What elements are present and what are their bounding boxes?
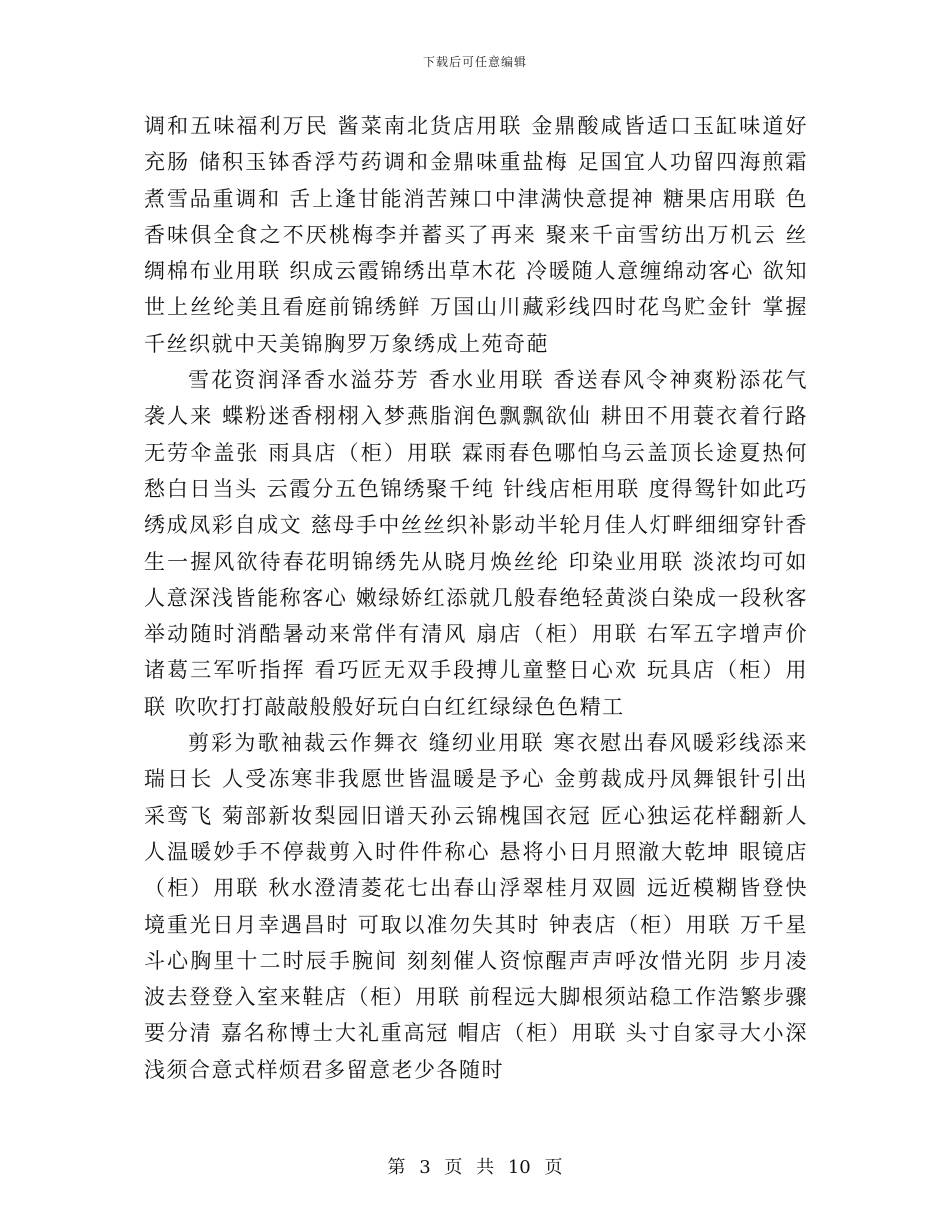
page-footer: 第 3 页 共 10 页 [387,1157,563,1178]
paragraph-1: 调和五味福利万民 酱菜南北货店用联 金鼎酸咸皆适口玉缸味道好充肠 储积玉钵香浮芍药调和金鼎味重盐梅 足国宜人功留四海煎霜煮雪品重调和 舌上逢甘能消苦辣口中津满快意提神 糖果店用联 色香味俱全食之不厌桃梅李并蓄买了再来 聚来千亩雪纺出万机云 丝绸棉布业用联 织成云霞锦绣出草木花 冷暖随人意缠绵动客心 欲知世上丝纶美且看庭前锦绣鲜 万国山川藏彩线四时花鸟贮金针 掌握千丝织就中天美锦胸罗万象绣成上苑奇葩 [144,114,808,356]
paragraph-3: 剪彩为歌袖裁云作舞衣 缝纫业用联 寒衣慰出春风暖彩线添来瑞日长 人受冻寒非我愿世皆温暖是予心 金剪裁成丹凤舞银针引出采鸾飞 菊部新妆梨园旧谱天孙云锦槐国衣冠 匠心独运花样翻新人人温暖妙手不停裁剪入时件件称心 悬将小日月照澈大乾坤 眼镜店（柜）用联 秋水澄清菱花七出春山浮翠桂月双圆 远近模糊皆登快境重光日月幸遇昌时 可取以准勿失其时 钟表店（柜）用联 万千星斗心胸里十二时辰手腕间 刻刻催人资惊醒声声呼汝惜光阴 步月凌波去登登入室来鞋店（柜）用联 前程远大脚根须站稳工作浩繁步骤要分清 嘉名称博士大礼重高冠 帽店（柜）用联 头寸自家寻大小深浅须合意式样烦君多留意老少各随时 [144,731,808,1082]
page-header: 下载后可任意编辑 [422,55,527,69]
document-body [144,108,808,1088]
paragraph-2: 雪花资润泽香水溢芬芳 香水业用联 香送春风令神爽粉添花气袭人来 蝶粉迷香栩栩入梦燕脂润色飘飘欲仙 耕田不用蓑衣着行路无劳伞盖张 雨具店（柜）用联 霖雨春色哪怕乌云盖顶长途夏热何愁白日当头 云霞分五色锦绣聚千纯 针线店柜用联 度得鸳针如此巧绣成凤彩自成文 慈母手中丝丝织补影动半轮月佳人灯畔细细穿针香生一握风欲待春花明锦绣先从晓月焕丝纶 印染业用联 淡浓均可如人意深浅皆能称客心 嫩绿娇红添就几般春绝轻黄淡白染成一段秋客 举动随时消酷暑动来常伴有清风 扇店（柜）用联 右军五字增声价诸葛三军听指挥 看巧匠无双手段搏儿童整日心欢 玩具店（柜）用联 吹吹打打敲敲般般好玩白白红红绿绿色色精工 [144,368,808,719]
